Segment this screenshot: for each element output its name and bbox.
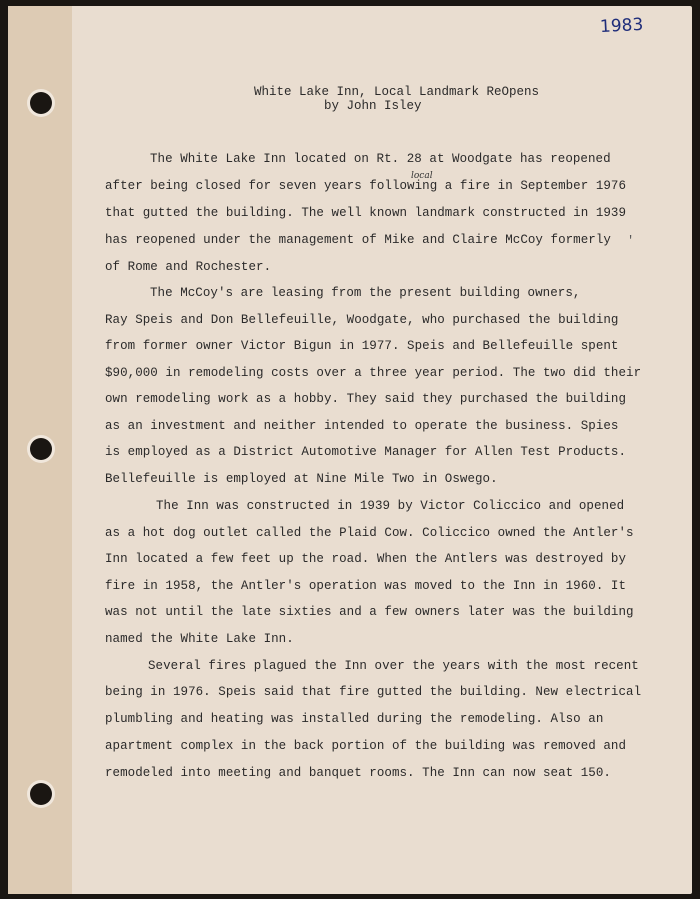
body-line: Several fires plagued the Inn over the years with the most recent [148,659,639,673]
body-line: plumbling and heating was installed during the remodeling. Also an [105,712,604,726]
body-line: as an investment and neither intended to operate the business. Spies [105,419,619,433]
body-line: has reopened under the management of Mike and Claire McCoy formerly [105,233,611,247]
body-line: fire in 1958, the Antler's operation was moved to the Inn in 1960. It [105,579,627,593]
punch-hole [30,783,52,805]
body-line: The Inn was constructed in 1939 by Victor Coliccico and opened [156,499,625,513]
binding-margin [8,6,72,894]
handwritten-annotation: local [411,171,433,181]
body-line: remodeled into meeting and banquet rooms. The Inn can now seat 150. [105,766,611,780]
document-page [8,6,692,894]
body-line: was not until the late sixties and a few owners later was the building [105,605,634,619]
body-line: The McCoy's are leasing from the present building owners, [150,286,581,300]
handwritten-year: 1983 [599,14,644,38]
body-line: The White Lake Inn located on Rt. 28 at Woodgate has reopened [150,152,611,166]
body-line: $90,000 in remodeling costs over a three year period. The two did their [105,366,642,380]
body-line: is employed as a District Automotive Manager for Allen Test Products. [105,445,627,459]
punch-hole [30,438,52,460]
body-line: named the White Lake Inn. [105,632,294,646]
body-line: that gutted the building. The well known landmark constructed in 1939 [105,206,627,220]
margin-mark: ' [627,234,635,248]
body-line: as a hot dog outlet called the Plaid Cow. Coliccico owned the Antler's [105,526,634,540]
article-byline: by John Isley [324,99,422,113]
body-line: of Rome and Rochester. [105,260,272,274]
body-line: Ray Speis and Don Bellefeuille, Woodgate, who purchased the building [105,313,619,327]
body-line: after being closed for seven years following a fire in September 1976 [105,179,627,193]
body-line: own remodeling work as a hobby. They said they purchased the building [105,392,627,406]
body-line: Bellefeuille is employed at Nine Mile Two in Oswego. [105,472,498,486]
article-title: White Lake Inn, Local Landmark ReOpens [254,85,540,99]
punch-hole [30,92,52,114]
body-line: apartment complex in the back portion of the building was removed and [105,739,627,753]
body-line: being in 1976. Speis said that fire gutted the building. New electrical [105,685,642,699]
body-line: Inn located a few feet up the road. When the Antlers was destroyed by [105,552,627,566]
body-line: from former owner Victor Bigun in 1977. Speis and Bellefeuille spent [105,339,619,353]
